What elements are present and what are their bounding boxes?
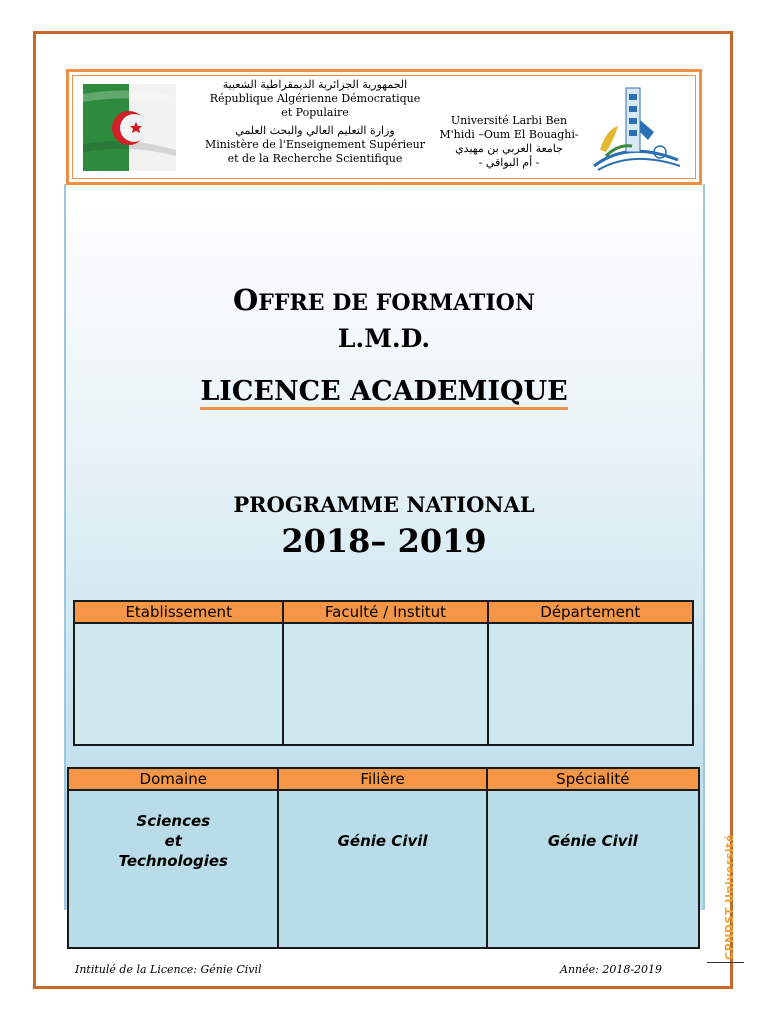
speciality-table [67, 767, 700, 949]
domaine-line2: et [164, 832, 182, 850]
col-specialite: Spécialité [487, 768, 699, 790]
title-offre-rest: FFRE DE FORMATION [258, 290, 535, 316]
col-faculte: Faculté / Institut [283, 601, 487, 623]
speciality-table-row [68, 790, 699, 948]
side-label: CPNDST Université [723, 834, 736, 960]
col-domaine: Domaine [68, 768, 278, 790]
header-republic-line1: République Algérienne Démocratique [209, 92, 421, 105]
col-filiere: Filière [278, 768, 486, 790]
header-university-text [438, 114, 580, 170]
institution-table-header-row [74, 601, 693, 623]
side-divider [707, 962, 744, 963]
cell-domaine [68, 790, 278, 948]
header-ministry-line1: Ministère de l'Enseignement Supérieur [205, 138, 425, 151]
university-name-line2: M'hidi –Oum El Bouaghi- [439, 128, 579, 141]
institution-table-row [74, 623, 693, 745]
header-arabic-ministry: وزارة التعليم العالي والبحث العلمي [235, 124, 395, 137]
footer-licence-title: Intitulé de la Licence: Génie Civil [75, 963, 262, 976]
cell-departement [488, 623, 693, 745]
title-licence [0, 376, 768, 407]
col-etablissement: Etablissement [74, 601, 283, 623]
cell-specialite: Génie Civil [487, 790, 699, 948]
title-offre-initial: O [233, 283, 259, 317]
program-years: 2018– 2019 [281, 522, 487, 560]
title-licence-text: LICENCE ACADEMIQUE [200, 376, 567, 410]
header-ministry-text [190, 78, 440, 166]
university-name-line1: Université Larbi Ben [450, 114, 568, 127]
side-label-container [713, 830, 736, 960]
university-arabic-line1: جامعة العربي بن مهيدي [455, 142, 563, 155]
footer-year: Année: 2018-2019 [560, 963, 663, 976]
program-label: PROGRAMME NATIONAL [233, 492, 535, 517]
header-republic-line2: et Populaire [281, 106, 349, 119]
domaine-line3: Technologies [118, 852, 228, 870]
col-departement: Département [488, 601, 693, 623]
cell-etablissement [74, 623, 283, 745]
title-offre-formation [0, 283, 768, 317]
title-lmd: L.M.D. [337, 324, 431, 353]
header-arabic-republic: الجمهورية الجزائرية الديمقراطية الشعبية [222, 78, 408, 91]
cell-filiere: Génie Civil [278, 790, 486, 948]
cell-faculte [283, 623, 487, 745]
speciality-table-header-row [68, 768, 699, 790]
algeria-flag-icon [83, 84, 176, 171]
domaine-line1: Sciences [136, 812, 211, 830]
institution-table [73, 600, 694, 746]
university-arabic-line2: - أم البواقي - [478, 156, 540, 169]
university-logo-icon [588, 80, 684, 176]
header-ministry-line2: et de la Recherche Scientifique [227, 152, 403, 165]
